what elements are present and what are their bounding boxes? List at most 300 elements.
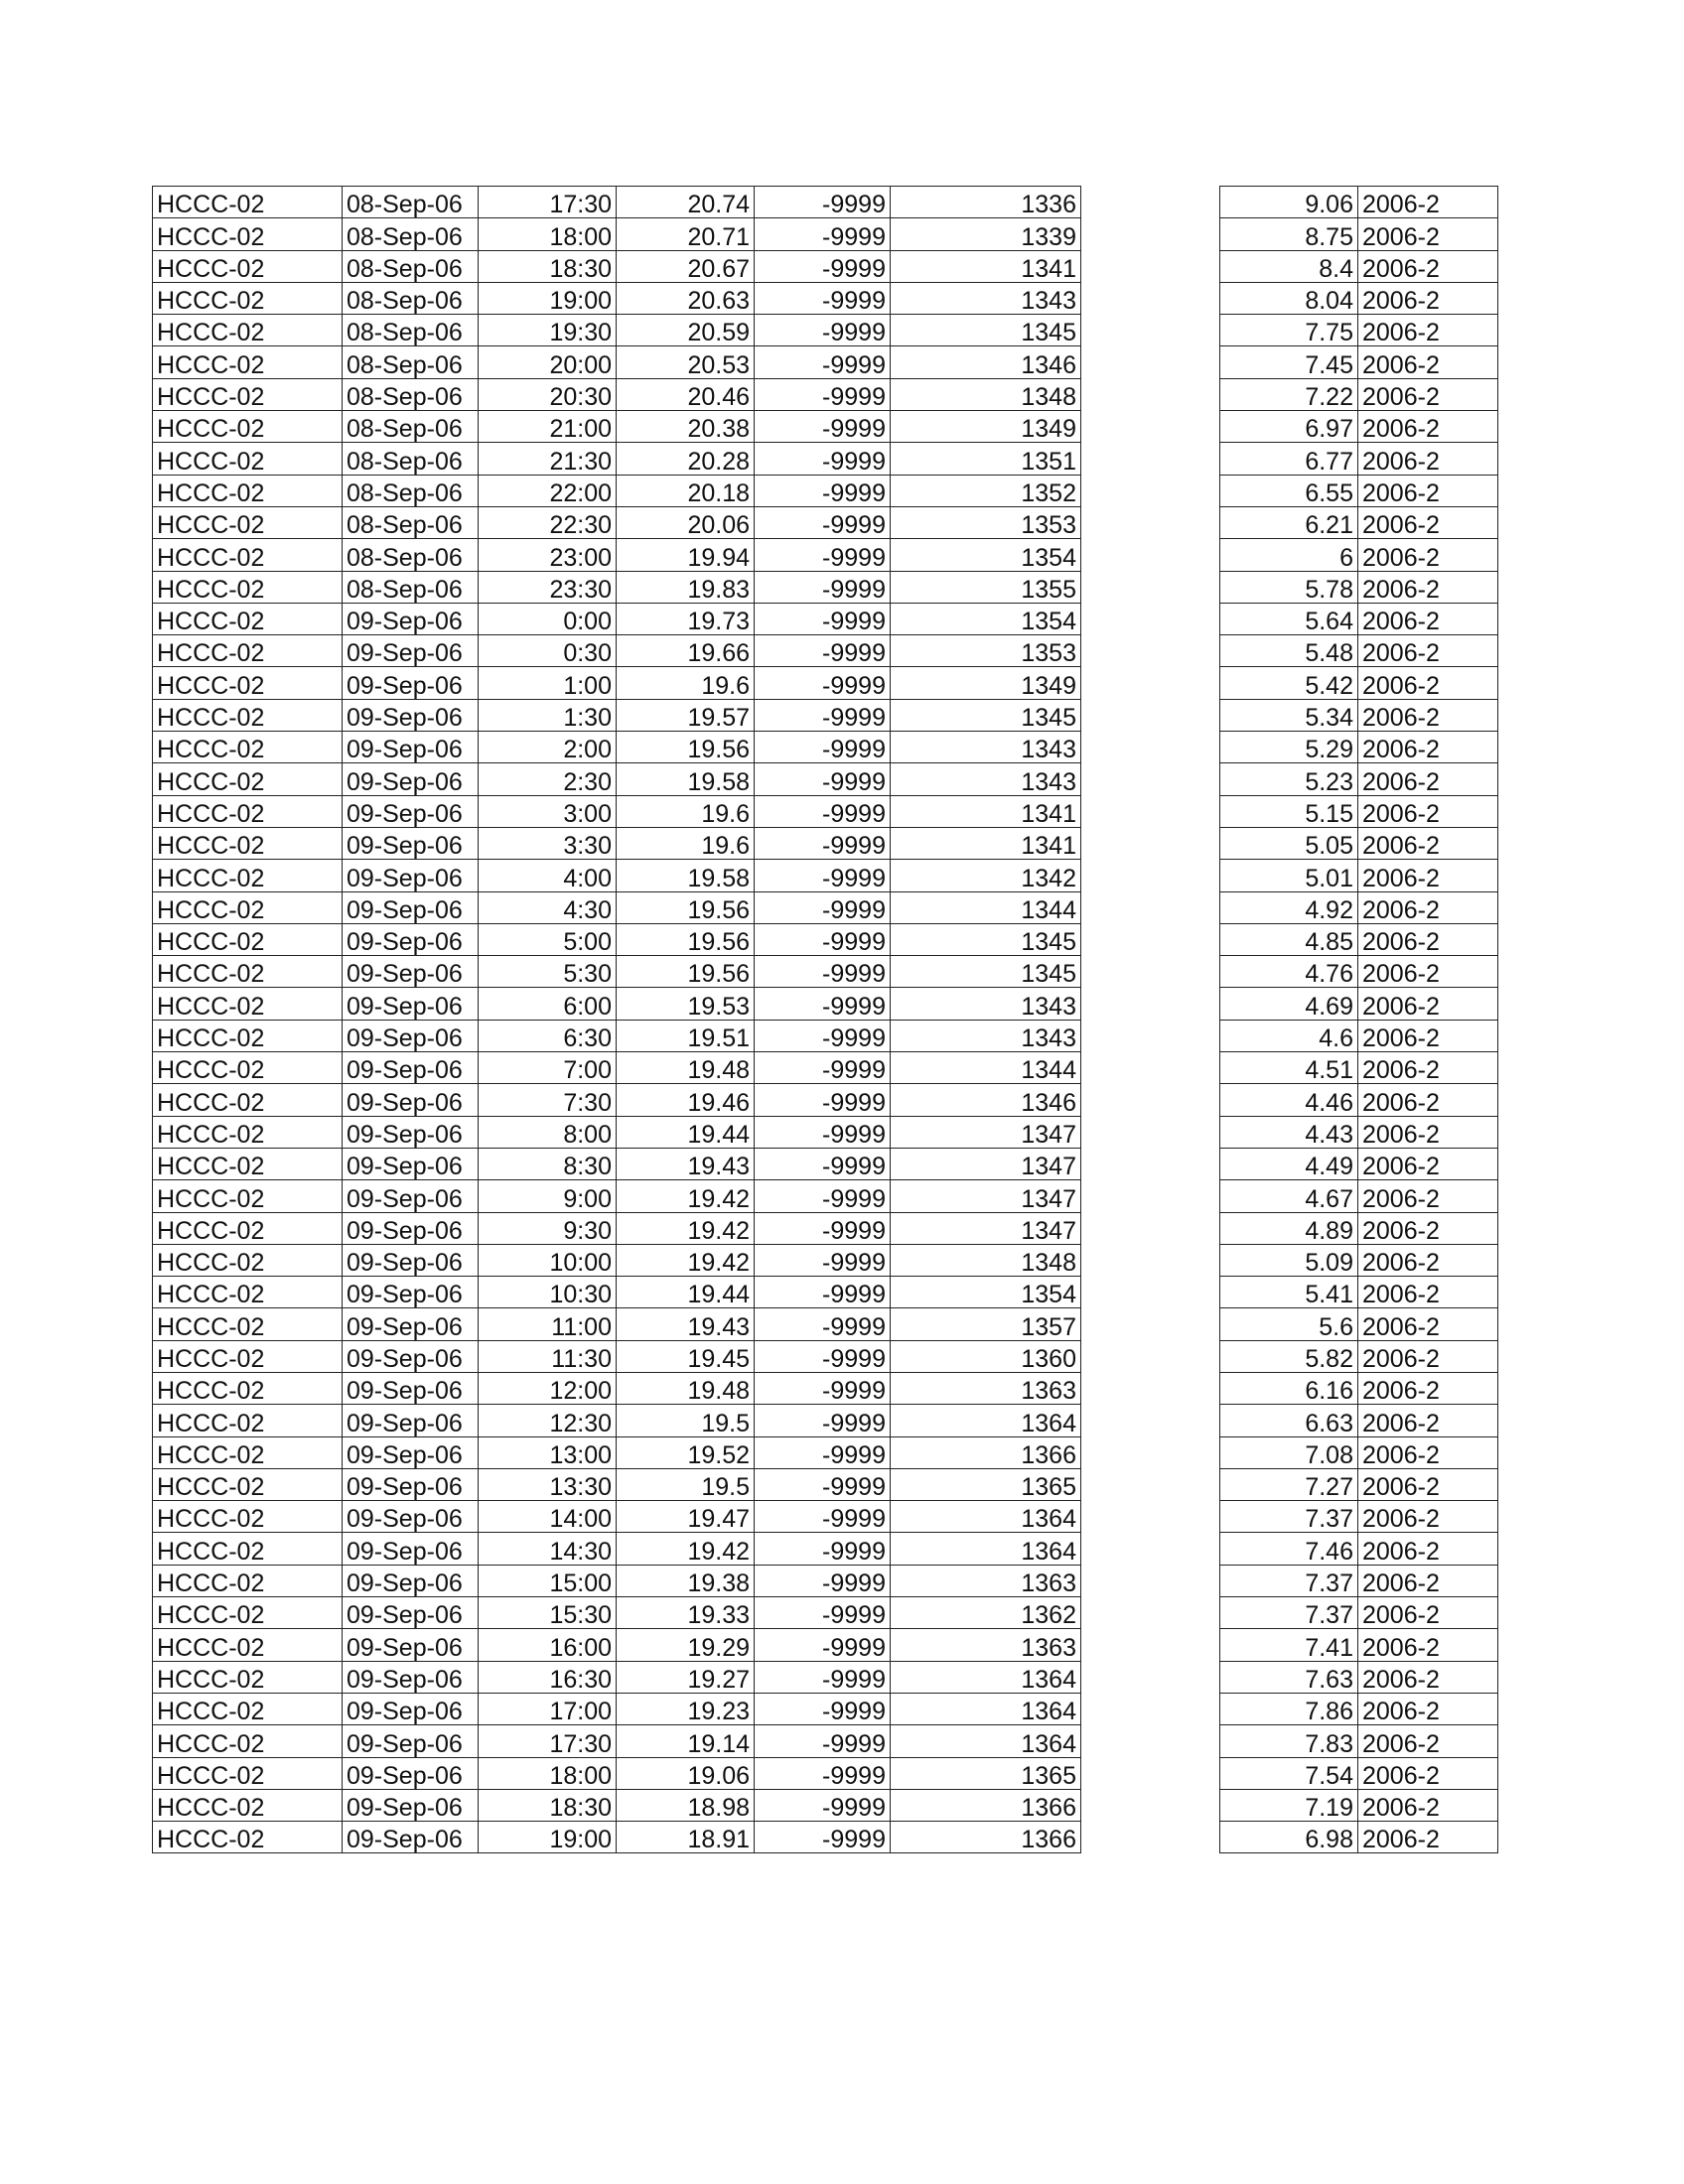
missing-value-cell: -9999 — [755, 1533, 891, 1565]
site-id-cell: HCCC-02 — [153, 732, 343, 763]
missing-value-cell: -9999 — [755, 667, 891, 699]
site-id-cell: HCCC-02 — [153, 506, 343, 538]
temperature-cell: 19.56 — [617, 732, 755, 763]
date-cell: 09-Sep-06 — [343, 1180, 479, 1212]
time-cell: 4:00 — [479, 860, 617, 891]
missing-value-cell: -9999 — [755, 956, 891, 988]
table-row — [1220, 1533, 1498, 1565]
date-cell: 08-Sep-06 — [343, 218, 479, 250]
missing-value-cell: -9999 — [755, 699, 891, 731]
conductivity-cell: 1342 — [891, 860, 1081, 891]
missing-value-cell: -9999 — [755, 1372, 891, 1404]
side-data-table-body — [1220, 187, 1498, 1853]
time-cell: 17:00 — [479, 1693, 617, 1724]
table-row — [153, 539, 1081, 571]
temperature-cell: 20.67 — [617, 250, 755, 282]
time-cell: 10:00 — [479, 1244, 617, 1276]
conductivity-cell: 1364 — [891, 1533, 1081, 1565]
period-code-cell: 2006-2 — [1358, 603, 1498, 634]
table-row — [1220, 346, 1498, 378]
temperature-cell: 19.42 — [617, 1533, 755, 1565]
table-row — [1220, 1501, 1498, 1533]
period-code-cell: 2006-2 — [1358, 1052, 1498, 1084]
period-code-cell: 2006-2 — [1358, 1180, 1498, 1212]
site-id-cell: HCCC-02 — [153, 475, 343, 506]
site-id-cell: HCCC-02 — [153, 443, 343, 475]
period-code-cell: 2006-2 — [1358, 1340, 1498, 1372]
date-cell: 09-Sep-06 — [343, 1212, 479, 1244]
date-cell: 09-Sep-06 — [343, 860, 479, 891]
date-cell: 09-Sep-06 — [343, 1436, 479, 1468]
period-code-cell: 2006-2 — [1358, 1020, 1498, 1051]
period-code-cell: 2006-2 — [1358, 1116, 1498, 1148]
period-code-cell: 2006-2 — [1358, 1597, 1498, 1629]
missing-value-cell: -9999 — [755, 1277, 891, 1308]
date-cell: 09-Sep-06 — [343, 988, 479, 1020]
missing-value-cell: -9999 — [755, 795, 891, 827]
time-cell: 0:30 — [479, 635, 617, 667]
time-cell: 17:30 — [479, 187, 617, 218]
value-cell: 4.67 — [1220, 1180, 1358, 1212]
table-row — [1220, 187, 1498, 218]
conductivity-cell: 1345 — [891, 923, 1081, 955]
table-row — [153, 346, 1081, 378]
site-id-cell: HCCC-02 — [153, 1308, 343, 1340]
table-row — [1220, 1212, 1498, 1244]
temperature-cell: 18.91 — [617, 1822, 755, 1853]
table-row — [153, 282, 1081, 314]
missing-value-cell: -9999 — [755, 1436, 891, 1468]
time-cell: 21:00 — [479, 411, 617, 443]
temperature-cell: 19.45 — [617, 1340, 755, 1372]
conductivity-cell: 1364 — [891, 1693, 1081, 1724]
period-code-cell: 2006-2 — [1358, 1277, 1498, 1308]
period-code-cell: 2006-2 — [1358, 1565, 1498, 1596]
table-row — [153, 315, 1081, 346]
conductivity-cell: 1339 — [891, 218, 1081, 250]
table-row — [1220, 506, 1498, 538]
temperature-cell: 20.06 — [617, 506, 755, 538]
table-row — [1220, 1405, 1498, 1436]
conductivity-cell: 1336 — [891, 187, 1081, 218]
temperature-cell: 20.59 — [617, 315, 755, 346]
table-row — [1220, 1693, 1498, 1724]
time-cell: 20:30 — [479, 378, 617, 410]
value-cell: 5.29 — [1220, 732, 1358, 763]
missing-value-cell: -9999 — [755, 923, 891, 955]
table-row — [153, 1084, 1081, 1116]
table-row — [153, 827, 1081, 859]
site-id-cell: HCCC-02 — [153, 699, 343, 731]
conductivity-cell: 1362 — [891, 1597, 1081, 1629]
temperature-cell: 19.44 — [617, 1116, 755, 1148]
period-code-cell: 2006-2 — [1358, 827, 1498, 859]
site-id-cell: HCCC-02 — [153, 827, 343, 859]
value-cell: 7.63 — [1220, 1661, 1358, 1693]
time-cell: 12:30 — [479, 1405, 617, 1436]
site-id-cell: HCCC-02 — [153, 1501, 343, 1533]
table-row — [1220, 1629, 1498, 1661]
table-row — [1220, 1308, 1498, 1340]
conductivity-cell: 1345 — [891, 956, 1081, 988]
missing-value-cell: -9999 — [755, 475, 891, 506]
missing-value-cell: -9999 — [755, 1661, 891, 1693]
value-cell: 8.75 — [1220, 218, 1358, 250]
time-cell: 18:00 — [479, 1757, 617, 1789]
period-code-cell: 2006-2 — [1358, 1468, 1498, 1500]
conductivity-cell: 1344 — [891, 891, 1081, 923]
missing-value-cell: -9999 — [755, 732, 891, 763]
value-cell: 4.89 — [1220, 1212, 1358, 1244]
temperature-cell: 20.63 — [617, 282, 755, 314]
table-row — [153, 1661, 1081, 1693]
period-code-cell: 2006-2 — [1358, 1148, 1498, 1179]
date-cell: 09-Sep-06 — [343, 1116, 479, 1148]
date-cell: 09-Sep-06 — [343, 763, 479, 795]
value-cell: 7.86 — [1220, 1693, 1358, 1724]
conductivity-cell: 1364 — [891, 1725, 1081, 1757]
date-cell: 09-Sep-06 — [343, 1308, 479, 1340]
date-cell: 09-Sep-06 — [343, 1597, 479, 1629]
temperature-cell: 20.18 — [617, 475, 755, 506]
table-row — [153, 1468, 1081, 1500]
site-id-cell: HCCC-02 — [153, 1405, 343, 1436]
site-id-cell: HCCC-02 — [153, 1468, 343, 1500]
period-code-cell: 2006-2 — [1358, 282, 1498, 314]
site-id-cell: HCCC-02 — [153, 1340, 343, 1372]
temperature-cell: 19.73 — [617, 603, 755, 634]
missing-value-cell: -9999 — [755, 1693, 891, 1724]
conductivity-cell: 1366 — [891, 1822, 1081, 1853]
conductivity-cell: 1346 — [891, 1084, 1081, 1116]
temperature-cell: 19.57 — [617, 699, 755, 731]
table-row — [1220, 1020, 1498, 1051]
value-cell: 5.34 — [1220, 699, 1358, 731]
value-cell: 7.19 — [1220, 1789, 1358, 1821]
conductivity-cell: 1353 — [891, 506, 1081, 538]
missing-value-cell: -9999 — [755, 1789, 891, 1821]
table-row — [153, 667, 1081, 699]
conductivity-cell: 1347 — [891, 1212, 1081, 1244]
table-row — [153, 699, 1081, 731]
time-cell: 23:00 — [479, 539, 617, 571]
date-cell: 08-Sep-06 — [343, 250, 479, 282]
date-cell: 08-Sep-06 — [343, 187, 479, 218]
time-cell: 12:00 — [479, 1372, 617, 1404]
site-id-cell: HCCC-02 — [153, 635, 343, 667]
table-row — [153, 1629, 1081, 1661]
missing-value-cell: -9999 — [755, 1629, 891, 1661]
temperature-cell: 19.58 — [617, 763, 755, 795]
table-row — [153, 1340, 1081, 1372]
missing-value-cell: -9999 — [755, 1757, 891, 1789]
temperature-cell: 19.27 — [617, 1661, 755, 1693]
value-cell: 5.82 — [1220, 1340, 1358, 1372]
table-row — [1220, 1052, 1498, 1084]
table-row — [1220, 988, 1498, 1020]
table-row — [1220, 315, 1498, 346]
period-code-cell: 2006-2 — [1358, 475, 1498, 506]
missing-value-cell: -9999 — [755, 1180, 891, 1212]
conductivity-cell: 1353 — [891, 635, 1081, 667]
table-row — [1220, 250, 1498, 282]
missing-value-cell: -9999 — [755, 1725, 891, 1757]
value-cell: 5.6 — [1220, 1308, 1358, 1340]
conductivity-cell: 1363 — [891, 1629, 1081, 1661]
date-cell: 09-Sep-06 — [343, 1340, 479, 1372]
value-cell: 4.92 — [1220, 891, 1358, 923]
time-cell: 13:00 — [479, 1436, 617, 1468]
table-row — [153, 891, 1081, 923]
conductivity-cell: 1343 — [891, 282, 1081, 314]
missing-value-cell: -9999 — [755, 1084, 891, 1116]
value-cell: 7.08 — [1220, 1436, 1358, 1468]
table-row — [1220, 475, 1498, 506]
temperature-cell: 19.66 — [617, 635, 755, 667]
temperature-cell: 19.44 — [617, 1277, 755, 1308]
site-id-cell: HCCC-02 — [153, 218, 343, 250]
time-cell: 14:00 — [479, 1501, 617, 1533]
period-code-cell: 2006-2 — [1358, 860, 1498, 891]
time-cell: 23:30 — [479, 571, 617, 603]
period-code-cell: 2006-2 — [1358, 1725, 1498, 1757]
table-row — [1220, 667, 1498, 699]
value-cell: 5.78 — [1220, 571, 1358, 603]
site-id-cell: HCCC-02 — [153, 1020, 343, 1051]
date-cell: 09-Sep-06 — [343, 1244, 479, 1276]
date-cell: 09-Sep-06 — [343, 1052, 479, 1084]
site-id-cell: HCCC-02 — [153, 1052, 343, 1084]
missing-value-cell: -9999 — [755, 1244, 891, 1276]
conductivity-cell: 1364 — [891, 1501, 1081, 1533]
time-cell: 17:30 — [479, 1725, 617, 1757]
value-cell: 4.76 — [1220, 956, 1358, 988]
date-cell: 09-Sep-06 — [343, 1020, 479, 1051]
temperature-cell: 19.38 — [617, 1565, 755, 1596]
temperature-cell: 19.06 — [617, 1757, 755, 1789]
site-id-cell: HCCC-02 — [153, 315, 343, 346]
time-cell: 1:00 — [479, 667, 617, 699]
site-id-cell: HCCC-02 — [153, 1148, 343, 1179]
table-row — [1220, 1244, 1498, 1276]
conductivity-cell: 1363 — [891, 1372, 1081, 1404]
value-cell: 7.37 — [1220, 1597, 1358, 1629]
time-cell: 15:30 — [479, 1597, 617, 1629]
time-cell: 6:00 — [479, 988, 617, 1020]
main-data-table-body — [153, 187, 1081, 1853]
period-code-cell: 2006-2 — [1358, 1693, 1498, 1724]
site-id-cell: HCCC-02 — [153, 411, 343, 443]
missing-value-cell: -9999 — [755, 539, 891, 571]
site-id-cell: HCCC-02 — [153, 1180, 343, 1212]
temperature-cell: 19.48 — [617, 1372, 755, 1404]
site-id-cell: HCCC-02 — [153, 1116, 343, 1148]
time-cell: 6:30 — [479, 1020, 617, 1051]
table-row — [1220, 1180, 1498, 1212]
temperature-cell: 19.58 — [617, 860, 755, 891]
site-id-cell: HCCC-02 — [153, 1725, 343, 1757]
site-id-cell: HCCC-02 — [153, 1822, 343, 1853]
date-cell: 09-Sep-06 — [343, 1405, 479, 1436]
value-cell: 6 — [1220, 539, 1358, 571]
period-code-cell: 2006-2 — [1358, 1244, 1498, 1276]
missing-value-cell: -9999 — [755, 1340, 891, 1372]
missing-value-cell: -9999 — [755, 1116, 891, 1148]
time-cell: 19:00 — [479, 282, 617, 314]
conductivity-cell: 1348 — [891, 1244, 1081, 1276]
missing-value-cell: -9999 — [755, 603, 891, 634]
table-row — [153, 411, 1081, 443]
time-cell: 11:00 — [479, 1308, 617, 1340]
date-cell: 09-Sep-06 — [343, 1084, 479, 1116]
missing-value-cell: -9999 — [755, 1565, 891, 1596]
time-cell: 0:00 — [479, 603, 617, 634]
site-id-cell: HCCC-02 — [153, 1084, 343, 1116]
time-cell: 16:00 — [479, 1629, 617, 1661]
missing-value-cell: -9999 — [755, 1501, 891, 1533]
time-cell: 7:00 — [479, 1052, 617, 1084]
table-row — [153, 603, 1081, 634]
date-cell: 09-Sep-06 — [343, 956, 479, 988]
site-id-cell: HCCC-02 — [153, 860, 343, 891]
temperature-cell: 20.53 — [617, 346, 755, 378]
date-cell: 08-Sep-06 — [343, 443, 479, 475]
conductivity-cell: 1345 — [891, 699, 1081, 731]
date-cell: 09-Sep-06 — [343, 603, 479, 634]
period-code-cell: 2006-2 — [1358, 956, 1498, 988]
site-id-cell: HCCC-02 — [153, 1661, 343, 1693]
period-code-cell: 2006-2 — [1358, 1757, 1498, 1789]
temperature-cell: 19.43 — [617, 1308, 755, 1340]
value-cell: 5.48 — [1220, 635, 1358, 667]
missing-value-cell: -9999 — [755, 1212, 891, 1244]
temperature-cell: 19.29 — [617, 1629, 755, 1661]
table-row — [153, 1822, 1081, 1853]
table-row — [153, 1597, 1081, 1629]
table-row — [1220, 1148, 1498, 1179]
table-row — [153, 763, 1081, 795]
conductivity-cell: 1349 — [891, 411, 1081, 443]
time-cell: 21:30 — [479, 443, 617, 475]
period-code-cell: 2006-2 — [1358, 923, 1498, 955]
period-code-cell: 2006-2 — [1358, 1405, 1498, 1436]
missing-value-cell: -9999 — [755, 635, 891, 667]
conductivity-cell: 1345 — [891, 315, 1081, 346]
time-cell: 22:00 — [479, 475, 617, 506]
time-cell: 2:30 — [479, 763, 617, 795]
table-row — [153, 571, 1081, 603]
time-cell: 10:30 — [479, 1277, 617, 1308]
conductivity-cell: 1351 — [891, 443, 1081, 475]
site-id-cell: HCCC-02 — [153, 1597, 343, 1629]
period-code-cell: 2006-2 — [1358, 539, 1498, 571]
conductivity-cell: 1347 — [891, 1148, 1081, 1179]
time-cell: 19:30 — [479, 315, 617, 346]
table-row — [1220, 763, 1498, 795]
site-id-cell: HCCC-02 — [153, 1212, 343, 1244]
table-row — [1220, 1084, 1498, 1116]
temperature-cell: 19.23 — [617, 1693, 755, 1724]
missing-value-cell: -9999 — [755, 763, 891, 795]
table-row — [1220, 218, 1498, 250]
conductivity-cell: 1352 — [891, 475, 1081, 506]
table-row — [1220, 956, 1498, 988]
time-cell: 19:00 — [479, 1822, 617, 1853]
missing-value-cell: -9999 — [755, 506, 891, 538]
table-row — [1220, 827, 1498, 859]
date-cell: 09-Sep-06 — [343, 1501, 479, 1533]
value-cell: 6.16 — [1220, 1372, 1358, 1404]
table-row — [153, 1116, 1081, 1148]
table-row — [1220, 699, 1498, 731]
missing-value-cell: -9999 — [755, 1405, 891, 1436]
period-code-cell: 2006-2 — [1358, 635, 1498, 667]
period-code-cell: 2006-2 — [1358, 1629, 1498, 1661]
conductivity-cell: 1366 — [891, 1789, 1081, 1821]
table-row — [153, 1501, 1081, 1533]
conductivity-cell: 1343 — [891, 732, 1081, 763]
temperature-cell: 19.5 — [617, 1405, 755, 1436]
site-id-cell: HCCC-02 — [153, 891, 343, 923]
time-cell: 22:30 — [479, 506, 617, 538]
temperature-cell: 20.38 — [617, 411, 755, 443]
site-id-cell: HCCC-02 — [153, 988, 343, 1020]
date-cell: 09-Sep-06 — [343, 1372, 479, 1404]
missing-value-cell: -9999 — [755, 1052, 891, 1084]
date-cell: 09-Sep-06 — [343, 732, 479, 763]
value-cell: 7.41 — [1220, 1629, 1358, 1661]
site-id-cell: HCCC-02 — [153, 187, 343, 218]
site-id-cell: HCCC-02 — [153, 1244, 343, 1276]
table-row — [153, 1180, 1081, 1212]
date-cell: 09-Sep-06 — [343, 1148, 479, 1179]
date-cell: 08-Sep-06 — [343, 506, 479, 538]
temperature-cell: 19.56 — [617, 923, 755, 955]
temperature-cell: 19.6 — [617, 827, 755, 859]
time-cell: 18:00 — [479, 218, 617, 250]
conductivity-cell: 1349 — [891, 667, 1081, 699]
value-cell: 5.01 — [1220, 860, 1358, 891]
table-row — [1220, 1661, 1498, 1693]
value-cell: 5.05 — [1220, 827, 1358, 859]
table-row — [1220, 795, 1498, 827]
site-id-cell: HCCC-02 — [153, 282, 343, 314]
value-cell: 8.4 — [1220, 250, 1358, 282]
table-row — [153, 795, 1081, 827]
period-code-cell: 2006-2 — [1358, 1501, 1498, 1533]
missing-value-cell: -9999 — [755, 346, 891, 378]
table-row — [1220, 443, 1498, 475]
value-cell: 8.04 — [1220, 282, 1358, 314]
time-cell: 18:30 — [479, 1789, 617, 1821]
missing-value-cell: -9999 — [755, 443, 891, 475]
site-id-cell: HCCC-02 — [153, 571, 343, 603]
temperature-cell: 19.14 — [617, 1725, 755, 1757]
table-row — [153, 475, 1081, 506]
date-cell: 09-Sep-06 — [343, 1468, 479, 1500]
date-cell: 09-Sep-06 — [343, 1693, 479, 1724]
table-row — [1220, 539, 1498, 571]
site-id-cell: HCCC-02 — [153, 1372, 343, 1404]
time-cell: 3:30 — [479, 827, 617, 859]
table-row — [153, 1789, 1081, 1821]
site-id-cell: HCCC-02 — [153, 1565, 343, 1596]
table-row — [1220, 891, 1498, 923]
value-cell: 6.97 — [1220, 411, 1358, 443]
period-code-cell: 2006-2 — [1358, 187, 1498, 218]
site-id-cell: HCCC-02 — [153, 250, 343, 282]
temperature-cell: 19.46 — [617, 1084, 755, 1116]
